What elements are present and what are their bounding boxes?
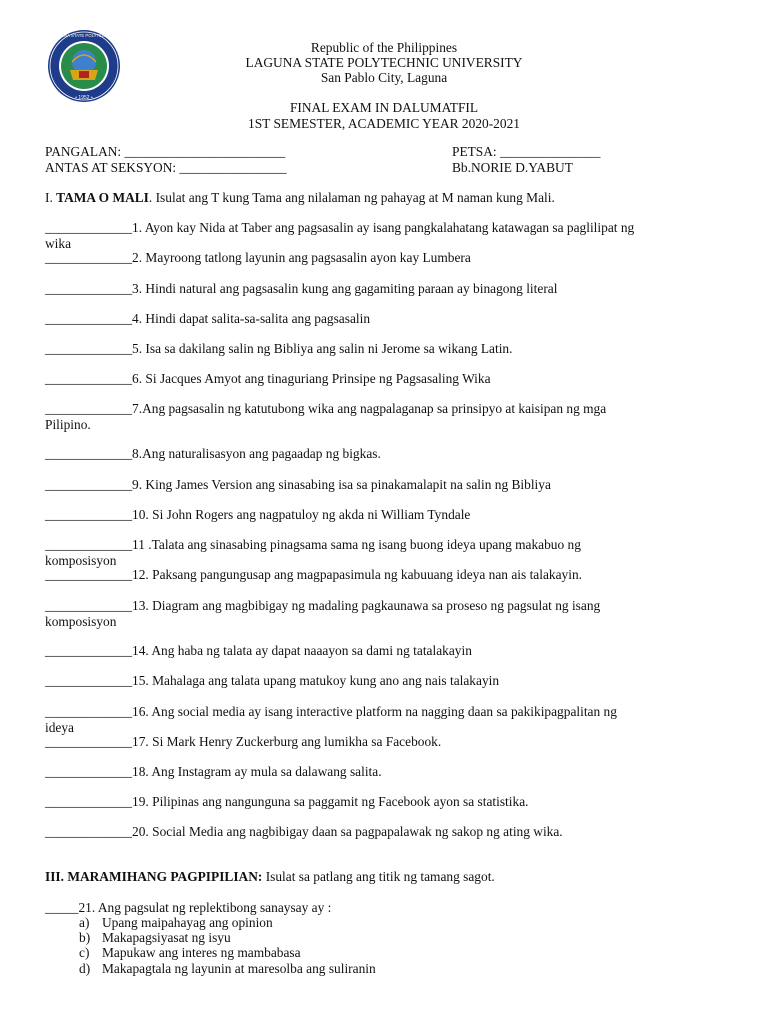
item-text: _____________13. Diagram ang magbibigay ng madaling pagkaunawa sa proseso ng pagsulat ng isang	[45, 598, 601, 613]
item-text: _____________2. Mayroong tatlong layunin ang pagsasalin ayon kay Lumbera	[45, 250, 471, 265]
teacher-name: Bb.NORIE D.YABUT	[452, 160, 573, 175]
item-text: _____________7.Ang pagsasalin ng katutubong wika ang nagpalaganap sa prinsipyo at kaisipan ng mga	[45, 401, 607, 416]
choice-text: Upang maipahayag ang opinion	[102, 915, 273, 930]
item-text: _____________20. Social Media ang nagbibigay daan sa pagpapalawak ng sakop ng ating wika.	[45, 824, 563, 839]
tf-item-10[interactable]	[45, 507, 725, 523]
item-text: _____________14. Ang haba ng talata ay dapat naaayon sa dami ng tatalakayin	[45, 643, 472, 658]
part1-instruction: . Isulat ang T kung Tama ang nilalaman ng pahayag at M naman kung Mali.	[148, 190, 555, 205]
tf-item-11[interactable]	[45, 537, 725, 568]
date-field[interactable]: PETSA: _______________	[452, 144, 601, 159]
item-text: _____________8.Ang naturalisasyon ang pagaadap ng bigkas.	[45, 446, 381, 461]
section-field[interactable]: ANTAS AT SEKSYON: ________________	[45, 160, 287, 175]
choice-text: Makapagtala ng layunin at maresolba ang suliranin	[102, 960, 376, 976]
part1-numeral: I.	[45, 190, 57, 205]
item-text: _____________15. Mahalaga ang talata upang matukoy kung ano ang nais talakayin	[45, 673, 500, 688]
tf-item-16[interactable]	[45, 704, 725, 735]
item-text-cont: Pilipino.	[45, 416, 91, 432]
letterhead	[100, 40, 668, 85]
item-text: _____________1. Ayon kay Nida at Taber ang pagsasalin ay isang pangkalahatang katawagan sa paglilipat ng	[45, 220, 635, 235]
item-text-cont: komposisyon	[45, 613, 117, 629]
choice-letter: b)	[79, 930, 91, 946]
tf-item-13[interactable]	[45, 598, 725, 629]
item-text: _____________10. Si John Rogers ang nagpatuloy ng akda ni William Tyndale	[45, 507, 471, 522]
choice-text: Mapukaw ang interes ng mambabasa	[102, 945, 301, 961]
tf-item-19[interactable]	[45, 794, 725, 810]
item-text: _____________4. Hindi dapat salita-sa-salita ang pagsasalin	[45, 311, 371, 326]
part1-heading	[45, 190, 725, 206]
svg-text:LAGUNA STATE POLYTECHNIC: LAGUNA STATE POLYTECHNIC	[52, 33, 116, 38]
choice-letter: c)	[79, 945, 90, 961]
item-text: _____________16. Ang social media ay isang interactive platform na nagging daan sa pakikipagpalitan ng	[45, 704, 617, 719]
tf-item-2[interactable]	[45, 250, 725, 266]
tf-item-3[interactable]	[45, 281, 725, 297]
item-text: _____________17. Si Mark Henry Zuckerburg ang lumikha sa Facebook.	[45, 734, 442, 749]
choice-letter: d)	[79, 960, 91, 976]
tf-item-6[interactable]	[45, 371, 725, 387]
item-text-cont: ideya	[45, 719, 74, 735]
tf-item-14[interactable]	[45, 643, 725, 659]
choice-text: Makapagsiyasat ng isyu	[102, 930, 231, 946]
choice-d[interactable]	[79, 961, 376, 976]
tf-item-1[interactable]	[45, 220, 725, 251]
tf-item-17[interactable]	[45, 734, 725, 750]
item-text: _____________9. King James Version ang sinasabing isa sa pinakamalapit na salin ng Bibliya	[45, 477, 551, 492]
tf-item-5[interactable]	[45, 341, 725, 357]
item-text: _____________5. Isa sa dakilang salin ng Bibliya ang salin ni Jerome sa wikang Latin.	[45, 341, 513, 356]
part3-heading	[45, 869, 725, 885]
choice-list	[79, 915, 376, 976]
choice-letter: a)	[79, 915, 90, 930]
tf-item-7[interactable]	[45, 401, 725, 432]
item-text: _____________18. Ang Instagram ay mula sa dalawang salita.	[45, 764, 382, 779]
exam-title-block	[100, 100, 668, 131]
tf-item-15[interactable]	[45, 673, 725, 689]
part3-title: III. MARAMIHANG PAGPIPILIAN:	[45, 869, 263, 884]
exam-title: FINAL EXAM IN DALUMATFIL	[289, 100, 479, 115]
tf-item-18[interactable]	[45, 764, 725, 780]
exam-term: 1ST SEMESTER, ACADEMIC YEAR 2020-2021	[248, 115, 520, 131]
mc-question-21[interactable]	[45, 900, 725, 916]
choice-b[interactable]	[79, 930, 376, 945]
svg-text:• 1952 •: • 1952 •	[75, 95, 93, 101]
item-text: _____________11 .Talata ang sinasabing pinagsama sama ng isang buong ideya upang makabuo ng	[45, 537, 581, 552]
tf-item-8[interactable]	[45, 446, 725, 462]
tf-item-9[interactable]	[45, 477, 725, 493]
choice-c[interactable]	[79, 945, 376, 960]
name-field[interactable]: PANGALAN: ________________________	[45, 144, 286, 159]
university-location: San Pablo City, Laguna	[320, 70, 448, 85]
question-text: _____21. Ang pagsulat ng replektibong sanaysay ay :	[45, 900, 332, 915]
tf-item-4[interactable]	[45, 311, 725, 327]
item-text: _____________12. Paksang pangungusap ang magpapasimula ng kabuuang ideya nan ais talakayin.	[45, 567, 582, 582]
part1-title: TAMA O MALI	[56, 190, 149, 205]
university-name: LAGUNA STATE POLYTECHNIC UNIVERSITY	[245, 55, 523, 70]
tf-item-12[interactable]	[45, 567, 725, 583]
item-text: _____________6. Si Jacques Amyot ang tinaguriang Prinsipe ng Pagsasaling Wika	[45, 371, 491, 386]
tf-item-20[interactable]	[45, 824, 725, 840]
item-text: _____________19. Pilipinas ang nangunguna sa paggamit ng Facebook ayon sa statistika.	[45, 794, 529, 809]
item-text-cont: wika	[45, 235, 72, 251]
item-text-cont: komposisyon	[45, 552, 117, 568]
item-text: _____________3. Hindi natural ang pagsasalin kung ang gagamiting paraan ay binagong literal	[45, 281, 558, 296]
part3-instruction: Isulat sa patlang ang titik ng tamang sagot.	[262, 869, 495, 884]
choice-a[interactable]	[79, 915, 376, 930]
country-line: Republic of the Philippines	[310, 40, 458, 55]
